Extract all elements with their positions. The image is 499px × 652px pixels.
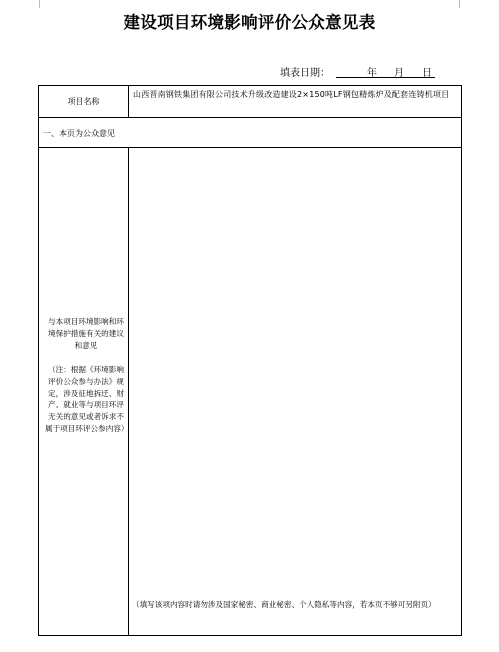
opinion-row-label: 与本项目环境影响和环境保护措施有关的建议和意见 bbox=[48, 317, 124, 350]
row-divider-1 bbox=[39, 117, 461, 118]
name-column-divider bbox=[128, 86, 129, 117]
fill-date-year: 年 bbox=[367, 68, 377, 79]
document-title: 建设项目环境影响评价公众意见表 bbox=[123, 13, 376, 32]
project-name-value: 山西晋南钢铁集团有限公司技术升级改造建设2×150吨LF钢包精炼炉及配套连铸机项目 bbox=[133, 90, 450, 99]
fill-date-underline bbox=[336, 77, 435, 78]
fill-date-label: 填表日期： bbox=[280, 68, 330, 79]
opinion-input-area[interactable] bbox=[129, 148, 461, 594]
project-name-label: 项目名称 bbox=[67, 97, 100, 106]
fill-date-day: 日 bbox=[422, 68, 432, 79]
page-corner-mark-right bbox=[459, 0, 469, 8]
opinion-row-note: （注：根据《环境影响评价公众参与办法》规定，涉及征地拆迁、财产、就业等与项目环评无关的意见或者诉求不属于项目环评公参内容） bbox=[45, 365, 129, 433]
page-corner-mark-left bbox=[30, 0, 40, 8]
section-title: 一、本页为公众意见 bbox=[43, 129, 115, 138]
opinion-form-table bbox=[38, 85, 462, 636]
fill-date-month: 月 bbox=[394, 68, 404, 79]
privacy-footnote: （填写该项内容时请勿涉及国家秘密、商业秘密、个人隐私等内容，若本页不够可另附页） bbox=[132, 600, 436, 609]
